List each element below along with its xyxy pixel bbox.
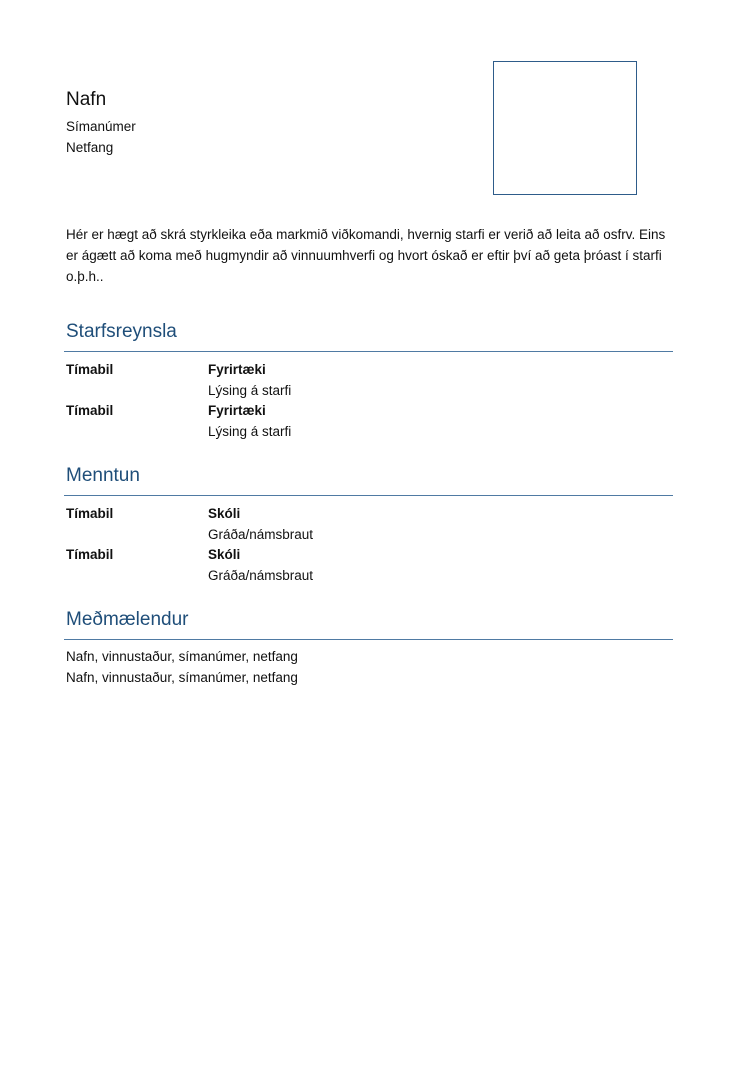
- entry-description: Lýsing á starfi: [208, 382, 292, 398]
- education-divider: [64, 495, 673, 496]
- entry-period: Tímabil: [66, 403, 114, 418]
- reference-item: Nafn, vinnustaður, símanúmer, netfang: [66, 649, 298, 664]
- entry-period: Tímabil: [66, 547, 114, 562]
- profile-summary: Hér er hægt að skrá styrkleika eða markmið viðkomandi, hvernig starfi er verið að leita að osfrv. Eins er ágætt að koma með hugmyndir að vinnuumhverfi og hvort óskað er eftir því að geta þróast í starfi o.þ.h..: [66, 227, 666, 284]
- education-entry: [66, 545, 673, 586]
- photo-placeholder: [493, 61, 637, 195]
- education-heading: Menntun: [66, 465, 140, 486]
- candidate-name: Nafn: [66, 89, 107, 110]
- entry-company: Fyrirtæki: [208, 362, 266, 377]
- references-heading: Meðmælendur: [66, 609, 189, 630]
- reference-item: Nafn, vinnustaður, símanúmer, netfang: [66, 670, 298, 685]
- entry-period: Tímabil: [66, 506, 114, 521]
- entry-company: Fyrirtæki: [208, 403, 266, 418]
- experience-entry: [66, 360, 673, 401]
- entry-school: Skóli: [208, 547, 241, 562]
- entry-school: Skóli: [208, 506, 241, 521]
- references-divider: [64, 639, 673, 640]
- experience-divider: [64, 351, 673, 352]
- email-address: Netfang: [66, 140, 114, 155]
- experience-entry: [66, 401, 673, 442]
- entry-degree: Gráða/námsbraut: [208, 567, 314, 583]
- experience-heading: Starfsreynsla: [66, 321, 177, 342]
- education-entry: [66, 504, 673, 545]
- entry-degree: Gráða/námsbraut: [208, 526, 314, 542]
- entry-description: Lýsing á starfi: [208, 423, 292, 439]
- phone-number: Símanúmer: [66, 119, 136, 134]
- entry-period: Tímabil: [66, 362, 114, 377]
